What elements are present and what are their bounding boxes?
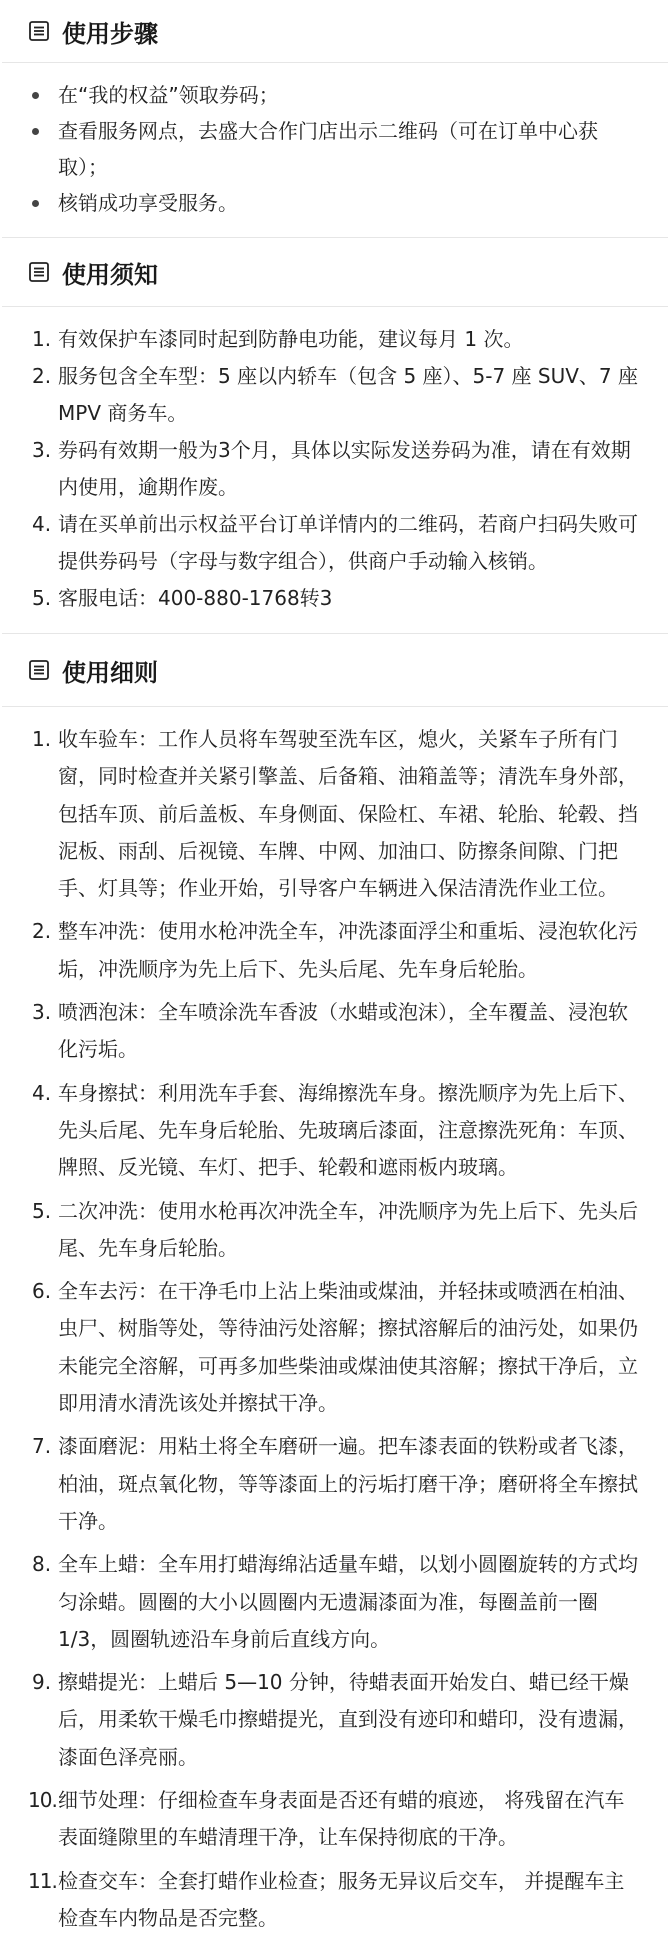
section-usage-rules xyxy=(0,634,670,1953)
item-number: 2. xyxy=(32,364,52,388)
list-item xyxy=(28,1546,642,1658)
list-icon xyxy=(28,659,50,681)
list-item xyxy=(28,1428,642,1540)
list-item xyxy=(28,77,642,113)
item-number: 5. xyxy=(32,1198,52,1223)
item-text: 客服电话：400-880-1768转3 xyxy=(58,586,333,610)
item-text: 车身擦拭：利用洗车手套、海绵擦洗车身。擦洗顺序为先上后下、先头后尾、先车身后轮胎、先玻璃后漆面，注意擦洗死角：车顶、牌照、反光镜、车灯、把手、轮毂和遮雨板内玻璃。 xyxy=(58,1080,638,1180)
item-number: 6. xyxy=(32,1279,52,1304)
item-text: 全车去污：在干净毛巾上沾上柴油或煤油，并轻抹或喷洒在柏油、虫尸、树脂等处，等待油污处溶解；擦拭溶解后的油污处，如果仍未能完全溶解，可再多加些柴油或煤油使其溶解；擦拭干净后，立即用清水清洗该处并擦拭干净。 xyxy=(58,1279,638,1416)
item-number: 9. xyxy=(32,1670,52,1695)
section-body xyxy=(0,707,670,1953)
section-body xyxy=(0,63,670,237)
item-number: 1. xyxy=(32,327,52,351)
section-title: 使用须知 xyxy=(62,260,158,289)
item-number: 11. xyxy=(28,1868,57,1893)
list-item xyxy=(28,1664,642,1776)
list-item xyxy=(28,358,642,432)
item-number: 4. xyxy=(32,512,52,536)
section-usage-steps xyxy=(0,0,670,238)
section-header xyxy=(0,0,670,62)
item-number: 4. xyxy=(32,1080,52,1105)
list-item xyxy=(28,321,642,358)
section-title: 使用步骤 xyxy=(62,19,158,48)
item-text: 喷洒泡沫：全车喷涂洗车香波（水蜡或泡沫），全车覆盖、浸泡软化污垢。 xyxy=(58,1000,628,1062)
item-text: 二次冲洗：使用水枪再次冲洗全车，冲洗顺序为先上后下、先头后尾、先车身后轮胎。 xyxy=(58,1198,638,1260)
item-text: 请在买单前出示权益平台订单详情内的二维码，若商户扫码失败可提供券码号（字母与数字组合），供商户手动输入核销。 xyxy=(58,512,638,573)
section-title: 使用细则 xyxy=(62,658,158,687)
list-icon xyxy=(28,20,50,42)
item-text: 收车验车：工作人员将车驾驶至洗车区，熄火，关紧车子所有门 窗，同时检查并关紧引擎盖、后备箱、油箱盖等；清洗车身外部，包括车顶、前后盖板、车身侧面、保险杠、车裙、轮胎、轮毂、挡泥板、雨刮、后视镜、车牌、中网、加油口、防擦条间隙、门把手、灯具等；作业开始，引导客户车辆进入保洁清洗作业工位。 xyxy=(58,727,638,901)
list-item xyxy=(28,1193,642,1268)
section-usage-notes xyxy=(0,238,670,634)
list-item xyxy=(28,506,642,580)
item-text: 服务包含全车型：5 座以内轿车（包含 5 座）、5-7 座 SUV、7 座 MPV 商务车。 xyxy=(58,364,638,425)
item-number: 3. xyxy=(32,438,52,462)
list-item xyxy=(28,913,642,988)
item-text: 漆面磨泥：用粘土将全车磨研一遍。把车漆表面的铁粉或者飞漆，柏油，斑点氧化物，等等漆面上的污垢打磨干净；磨研将全车擦拭干净。 xyxy=(58,1434,638,1533)
list-item xyxy=(28,432,642,506)
item-text: 整车冲洗：使用水枪冲洗全车，冲洗漆面浮尘和重垢、浸泡软化污垢，冲洗顺序为先上后下、先头后尾、先车身后轮胎。 xyxy=(58,919,638,981)
bullet-dot xyxy=(28,77,58,113)
item-number: 10. xyxy=(28,1788,57,1813)
item-text: 在“我的权益”领取券码； xyxy=(58,83,279,107)
list-item xyxy=(28,113,642,185)
list-item xyxy=(28,721,642,907)
list-item xyxy=(28,1863,642,1938)
item-text: 擦蜡提光：上蜡后 5—10 分钟，待蜡表面开始发白、蜡已经干燥后，用柔软干燥毛巾擦蜡提光，直到没有迹印和蜡印，没有遗漏，漆面色泽亮丽。 xyxy=(58,1670,638,1769)
section-header xyxy=(0,634,670,706)
item-text: 细节处理：仔细检查车身表面是否还有蜡的痕迹， 将残留在汽车表面缝隙里的车蜡清理干净，让车保持彻底的干净。 xyxy=(58,1788,625,1850)
list-item xyxy=(28,1075,642,1187)
item-text: 查看服务网点，去盛大合作门店出示二维码（可在订单中心获取）； xyxy=(58,119,598,179)
item-number: 2. xyxy=(32,919,52,944)
section-body xyxy=(0,307,670,633)
item-number: 8. xyxy=(32,1552,52,1577)
list-icon xyxy=(28,261,50,283)
list-item xyxy=(28,1273,642,1422)
item-number: 3. xyxy=(32,1000,52,1025)
bullet-dot xyxy=(28,185,58,221)
item-text: 检查交车：全套打蜡作业检查；服务无异议后交车， 并提醒车主检查车内物品是否完整。 xyxy=(58,1868,625,1930)
item-text: 全车上蜡：全车用打蜡海绵沾适量车蜡，以划小圆圈旋转的方式均匀涂蜡。圆圈的大小以圆圈内无遗漏漆面为准，每圈盖前一圈 1/3，圆圈轨迹沿车身前后直线方向。 xyxy=(58,1552,638,1651)
item-number: 7. xyxy=(32,1434,52,1459)
section-header xyxy=(0,238,670,306)
bullet-dot xyxy=(28,113,58,185)
list-item xyxy=(28,994,642,1069)
item-text: 券码有效期一般为3个月，具体以实际发送券码为准，请在有效期内使用，逾期作废。 xyxy=(58,438,631,499)
item-number: 5. xyxy=(32,586,52,610)
list-item xyxy=(28,1782,642,1857)
list-item xyxy=(28,580,642,617)
list-item xyxy=(28,185,642,221)
item-number: 1. xyxy=(32,727,52,751)
item-text: 有效保护车漆同时起到防静电功能，建议每月 1 次。 xyxy=(58,327,524,351)
item-text: 核销成功享受服务。 xyxy=(58,191,238,215)
